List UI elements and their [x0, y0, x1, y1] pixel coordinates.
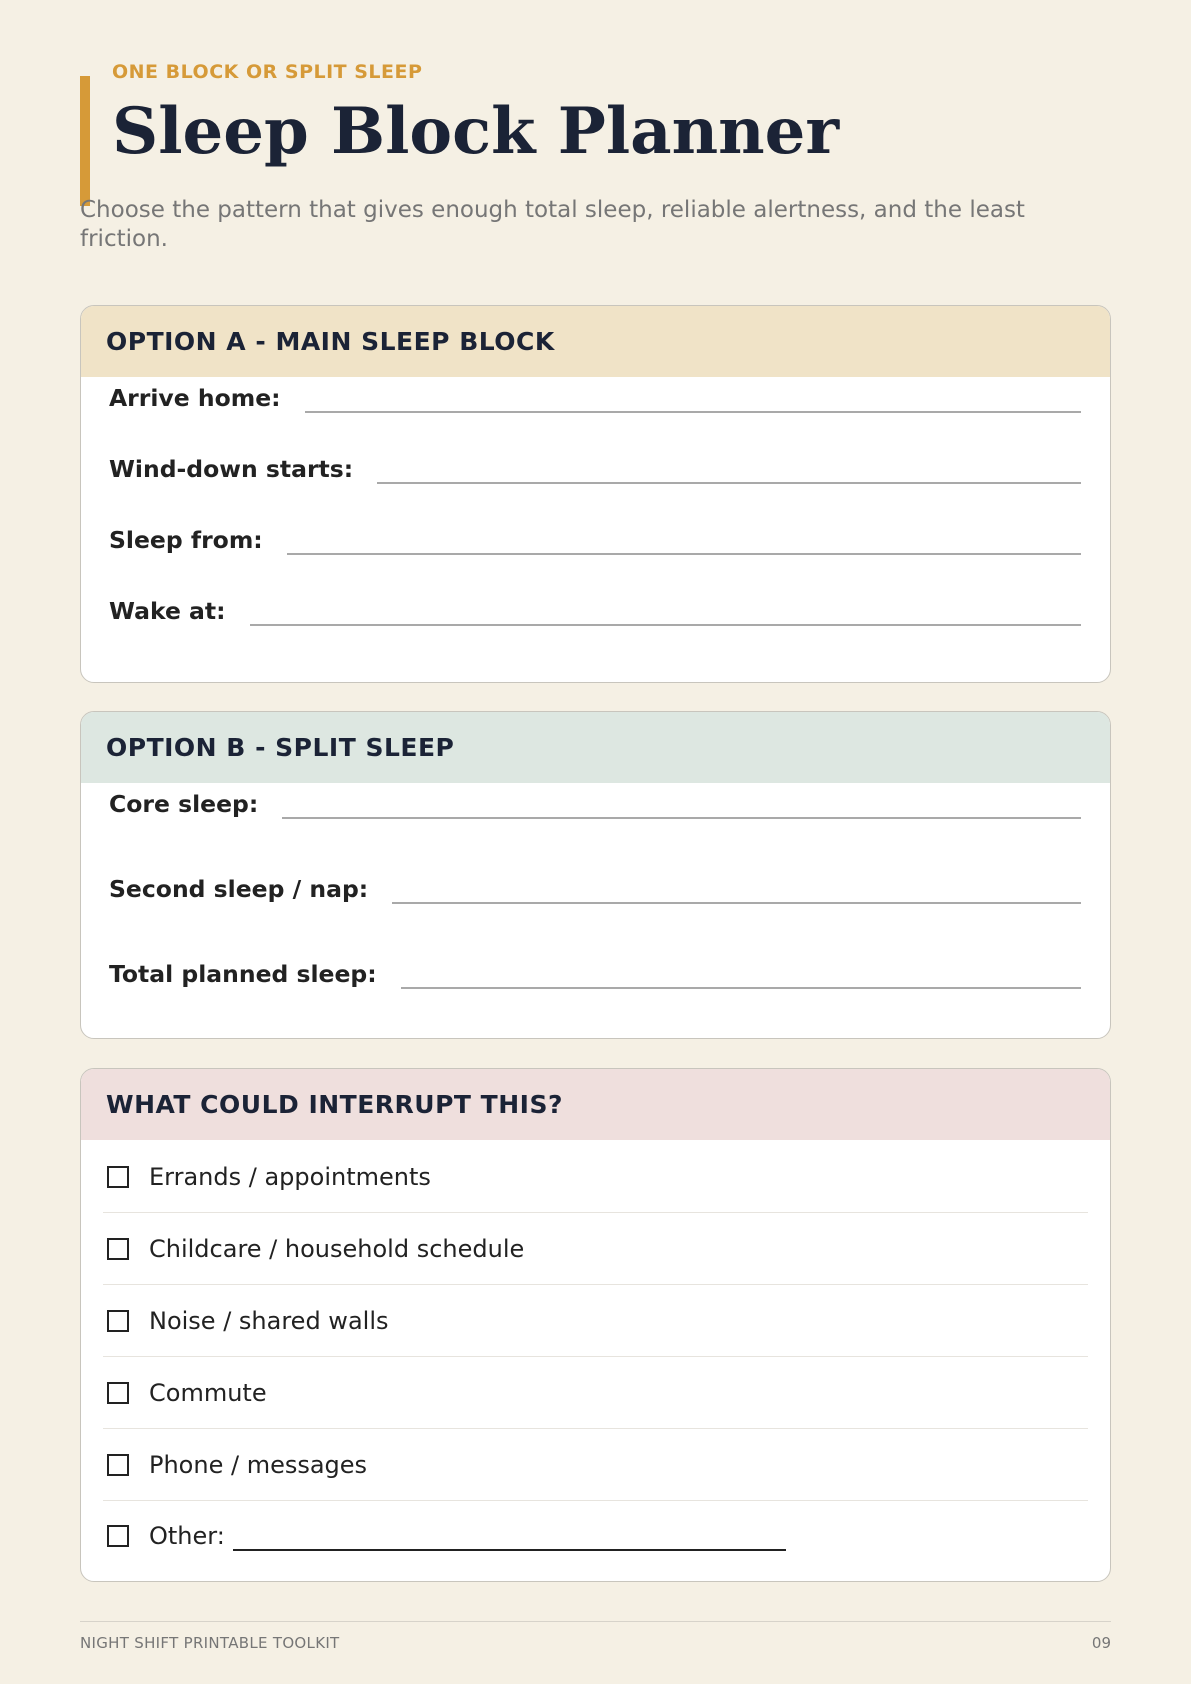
total-planned-sleep-field[interactable] [109, 960, 1081, 988]
list-item [103, 1213, 1088, 1285]
field-label: Total planned sleep: [109, 960, 377, 988]
option-a-heading: OPTION A - MAIN SLEEP BLOCK [81, 306, 1110, 377]
wake-at-field[interactable] [109, 597, 1081, 625]
checkbox[interactable] [107, 1166, 129, 1188]
field-label: Core sleep: [109, 790, 259, 818]
list-item [103, 1501, 1088, 1571]
page-number: 09 [1091, 1634, 1111, 1652]
checkbox-label: Commute [149, 1378, 267, 1407]
checkbox[interactable] [107, 1382, 129, 1404]
list-item [103, 1357, 1088, 1429]
sleep-from-field[interactable] [109, 526, 1081, 554]
checkbox[interactable] [107, 1525, 129, 1547]
checkbox-label: Phone / messages [149, 1450, 368, 1479]
checkbox-label: Errands / appointments [149, 1162, 431, 1191]
checkbox-label: Other: [149, 1522, 225, 1550]
list-item [103, 1141, 1088, 1213]
checkbox-label: Noise / shared walls [149, 1306, 389, 1335]
interruptions-heading: WHAT COULD INTERRUPT THIS? [81, 1069, 1110, 1140]
write-in-line[interactable] [250, 610, 1081, 626]
list-item [103, 1429, 1088, 1501]
interruptions-checklist [103, 1141, 1088, 1571]
field-label: Wake at: [109, 597, 226, 625]
page-subtitle: Choose the pattern that gives enough total sleep, reliable alertness, and the least friction. [80, 197, 1025, 252]
option-b-heading: OPTION B - SPLIT SLEEP [81, 712, 1110, 783]
checkbox[interactable] [107, 1310, 129, 1332]
field-label: Second sleep / nap: [109, 875, 369, 903]
other-write-in-line[interactable] [233, 1529, 786, 1551]
write-in-line[interactable] [287, 539, 1081, 555]
wind-down-field[interactable] [109, 455, 1081, 483]
write-in-line[interactable] [392, 888, 1081, 904]
title-accent-bar [80, 76, 90, 206]
write-in-line[interactable] [377, 468, 1081, 484]
write-in-line[interactable] [401, 973, 1081, 989]
write-in-line[interactable] [282, 803, 1081, 819]
list-item [103, 1285, 1088, 1357]
checkbox[interactable] [107, 1454, 129, 1476]
checkbox-label: Childcare / household schedule [149, 1234, 525, 1263]
field-label: Sleep from: [109, 526, 263, 554]
footer-title: NIGHT SHIFT PRINTABLE TOOLKIT [80, 1634, 340, 1652]
interruptions-card [80, 1068, 1111, 1582]
arrive-home-field[interactable] [109, 384, 1081, 412]
option-a-card [80, 305, 1111, 683]
eyebrow-label: ONE BLOCK OR SPLIT SLEEP [112, 61, 423, 83]
field-label: Wind-down starts: [109, 455, 354, 483]
core-sleep-field[interactable] [109, 790, 1081, 818]
option-b-card [80, 711, 1111, 1039]
field-label: Arrive home: [109, 384, 281, 412]
checkbox[interactable] [107, 1238, 129, 1260]
second-sleep-field[interactable] [109, 875, 1081, 903]
page-title: Sleep Block Planner [112, 94, 840, 169]
write-in-line[interactable] [305, 397, 1081, 413]
footer-divider [80, 1621, 1111, 1622]
